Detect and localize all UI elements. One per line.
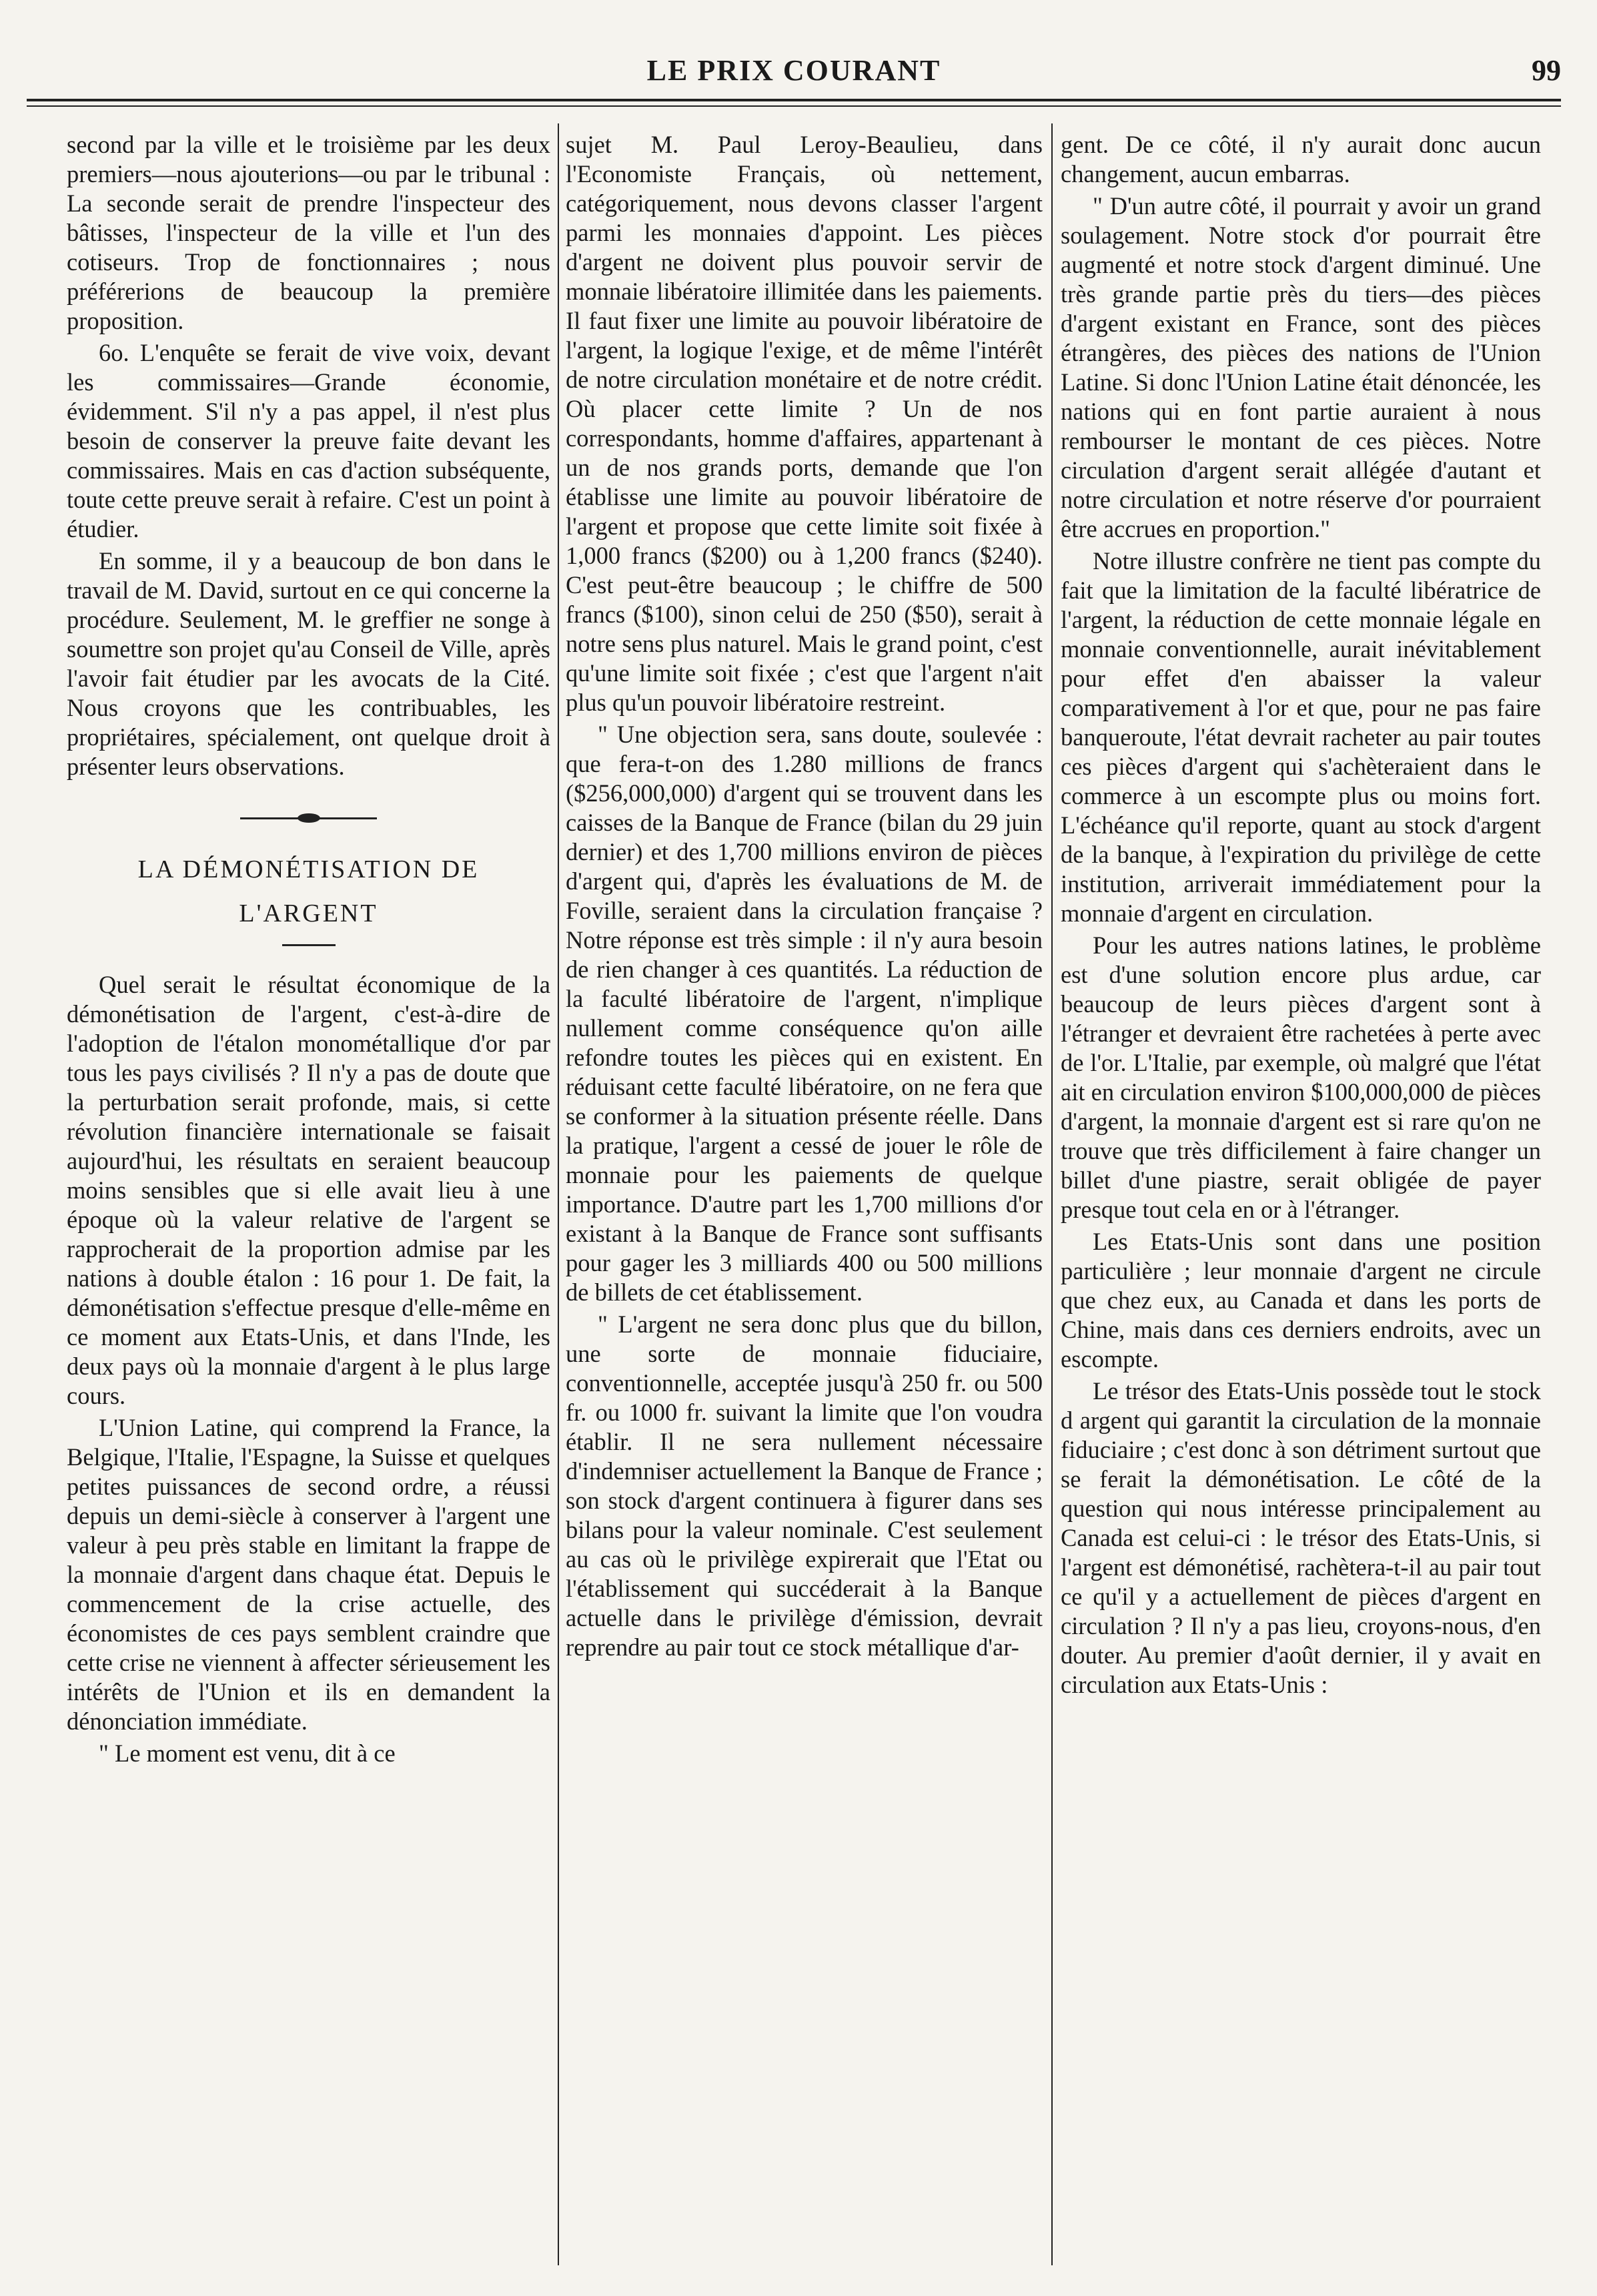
- article-heading-line-2: L'ARGENT: [239, 899, 378, 927]
- paragraph: second par la ville et le troisième par les deux premiers—nous ajouterions—ou par le tribunal : La seconde serait de prendre l'inspecteur des bâtisses, l'inspecteur de la ville et l'un des cotiseurs. Trop de fonctionnaires ; nous préférerions de beaucoup la première proposition.: [67, 131, 550, 334]
- column-divider-1: [558, 123, 559, 2265]
- page-header: [27, 47, 1561, 93]
- paragraph: 6o. L'enquête se ferait de vive voix, devant les commissaires—Grande économie, évidemment. S'il n'y a pas appel, il n'est plus besoin de conserver la preuve faite devant les commissaires. Mais en cas d'action subséquente, toute cette preuve serait à refaire. C'est un point à étudier.: [67, 339, 550, 542]
- paragraph: " Une objection sera, sans doute, soulevée : que fera-t-on des 1.280 millions de francs ($256,000,000) d'argent qui se trouvent dans les caisses de la Banque de France (bilan du 29 juin dernier) et des 1,700 millions environ de pièces d'argent qui, d'après les évaluations de M. de Foville, seraient dans la circulation française ? Notre réponse est très simple : il n'y aura besoin de rien changer à ces quantités. La réduction de la faculté libératoire de l'argent, n'implique nullement comme conséquence qu'on aille refondre toutes les pièces qui en existent. En réduisant cette faculté libératoire, on ne fera que se conformer à la situation présente réelle. Dans la pratique, l'argent a cessé de jouer le rôle de monnaie pour les paiements de quelque importance. D'autre part les 1,700 millions d'or existant à la Banque de France sont suffisants pour gager les 3 milliards 400 ou 500 millions de billets de cet établissement.: [566, 721, 1043, 1306]
- heading-rule: [282, 944, 336, 946]
- paragraph: L'Union Latine, qui comprend la France, la Belgique, l'Italie, l'Espagne, la Suisse et quelques petites puissances de second ordre, a réussi depuis un demi-siècle à conserver à l'argent une valeur à peu près stable en limitant la frappe de la monnaie d'argent dans chaque état. Depuis le commencement de la crise actuelle, des économistes de ces pays semblent craindre que cette crise ne viennent à affecter sérieusement les intérêts de l'Union et ils en demandent la dénonciation immédiate.: [67, 1414, 550, 1735]
- column-1: [67, 130, 550, 2265]
- paragraph: En somme, il y a beaucoup de bon dans le travail de M. David, surtout en ce qui concerne la procédure. Seulement, M. le greffier ne songe à soumettre son projet qu'au Conseil de Ville, après l'avoir fait étudier par les avocats de la Cité. Nous croyons que les contribuables, les propriétaires, spécialement, ont quelque droit à présenter leurs observations.: [67, 547, 550, 780]
- page-number: 99: [1532, 54, 1561, 87]
- paragraph: Pour les autres nations latines, le problème est d'une solution encore plus ardue, car beaucoup de leurs pièces d'argent sont à l'étranger et devraient être rachetées à perte avec de l'or. L'Italie, par exemple, où malgré que l'état ait en circulation environ $100,000,000 de pièces d'argent, la monnaie d'argent est si rare qu'on ne trouve que très difficilement à faire changer un billet d'une piastre, serait obligée de payer presque tout cela en or à l'étranger.: [1061, 931, 1541, 1223]
- header-rule-bottom: [27, 105, 1561, 107]
- paragraph: " D'un autre côté, il pourrait y avoir un grand soulagement. Notre stock d'or pourrait être augmenté et notre stock d'argent diminué. Une très grande partie près du tiers—des pièces d'argent existant en France, sont des pièces étrangères, des pièces des nations de l'Union Latine. Si donc l'Union Latine était dénoncée, les nations qui en font partie auraient à nous rembourser le montant de ces pièces. Notre circulation d'argent serait allégée d'autant et notre circulation et notre réserve d'or pourraient être accrues en proportion.": [1061, 192, 1541, 542]
- journal-title: LE PRIX COURANT: [646, 54, 941, 87]
- article-heading-line-1: LA DÉMONÉTISATION DE: [137, 855, 480, 883]
- column-divider-2: [1051, 123, 1053, 2265]
- paragraph: sujet M. Paul Leroy-Beaulieu, dans l'Economiste Français, où nettement, catégoriquement, nous devons classer l'argent parmi les monnaies d'appoint. Les pièces d'argent ne doivent plus pouvoir servir de monnaie libératoire illimitée dans les paiements. Il faut fixer une limite au pouvoir libératoire de l'argent, la logique l'exige, et de même l'intérêt de notre circulation monétaire et de notre crédit. Où placer cette limite ? Un de nos correspondants, homme d'affaires, appartenant à un de nos grands ports, demande que l'on établisse une limite au pouvoir libératoire de l'argent et propose que cette limite soit fixée à 1,000 francs ($200) ou à 1,200 francs ($240). C'est peut-être beaucoup ; le chiffre de 500 francs ($100), sinon celui de 250 ($50), serait à notre sens plus naturel. Mais le grand point, c'est qu'une limite soit fixée ; c'est que l'argent n'ait plus qu'un pouvoir libératoire restreint.: [566, 131, 1043, 716]
- paragraph: Les Etats-Unis sont dans une position particulière ; leur monnaie d'argent ne circule que chez eux, au Canada et dans les ports de Chine, mais dans ces derniers endroits, avec un escompte.: [1061, 1228, 1541, 1373]
- paragraph: gent. De ce côté, il n'y aurait donc aucun changement, aucun embarras.: [1061, 131, 1541, 187]
- header-rule-top: [27, 99, 1561, 101]
- paragraph: Notre illustre confrère ne tient pas compte du fait que la limitation de la faculté libératrice de l'argent, la réduction de cette monnaie légale en monnaie conventionnelle, aurait inévitablement pour effet d'en abaisser la valeur comparativement à l'or et que, pour ne pas faire banqueroute, l'état devrait racheter au pair toutes ces pièces d'argent qui s'achèteraient dans le commerce à un escompte plus ou moins fort. L'échéance qu'il reporte, quant au stock d'argent de la banque, à l'expiration du privilège de cette institution, arriverait immédiatement pour la monnaie d'argent en circulation.: [1061, 547, 1541, 927]
- paragraph: " L'argent ne sera donc plus que du billon, une sorte de monnaie fiduciaire, conventionnelle, acceptée jusqu'à 250 fr. ou 500 fr. ou 1000 fr. suivant la limite que l'on voudra établir. Il ne sera nullement nécessaire d'indemniser actuellement la Banque de France ; son stock d'argent continuera à figurer dans ses bilans pour la valeur nominale. C'est seulement au cas où le privilège expirerait que l'Etat ou l'établissement qui succéderait à la Banque actuelle dans le privilège d'émission, devrait reprendre au pair tout ce stock métallique d'ar-: [566, 1310, 1043, 1661]
- column-2: [566, 130, 1043, 2265]
- paragraph: Le trésor des Etats-Unis possède tout le stock d argent qui garantit la circulation de la monnaie fiduciaire ; c'est donc à son détriment surtout que se ferait la démonétisation. Le côté de la question qui nous intéresse principalement au Canada est celui-ci : le trésor des Etats-Unis, si l'argent est démonétisé, rachètera-t-il au pair tout ce qu'il y a actuellement de pièces d'argent en circulation ? Il n'y a pas lieu, croyons-nous, d'en douter. Au premier d'août dernier, il y avait en circulation aux Etats-Unis :: [1061, 1377, 1541, 1698]
- paragraph: Quel serait le résultat économique de la démonétisation de l'argent, c'est-à-dire de l'adoption de l'étalon monométallique d'or par tous les pays civilisés ? Il n'y a pas de doute que la perturbation serait profonde, mais, si cette révolution financière internationale se faisait aujourd'hui, les résultats en seraient beaucoup moins sensibles que si elle avait lieu à une époque où la valeur relative de l'argent se rapprocherait de la proportion admise par les nations à double étalon : 16 pour 1. De fait, la démonétisation s'effectue presque d'elle-même en ce moment aux Etats-Unis, et dans l'Inde, les deux pays où la monnaie d'argent à le plus large cours.: [67, 971, 550, 1409]
- section-ornament: [67, 808, 550, 828]
- column-3: [1061, 130, 1541, 2265]
- paragraph: " Le moment est venu, dit à ce: [99, 1740, 396, 1767]
